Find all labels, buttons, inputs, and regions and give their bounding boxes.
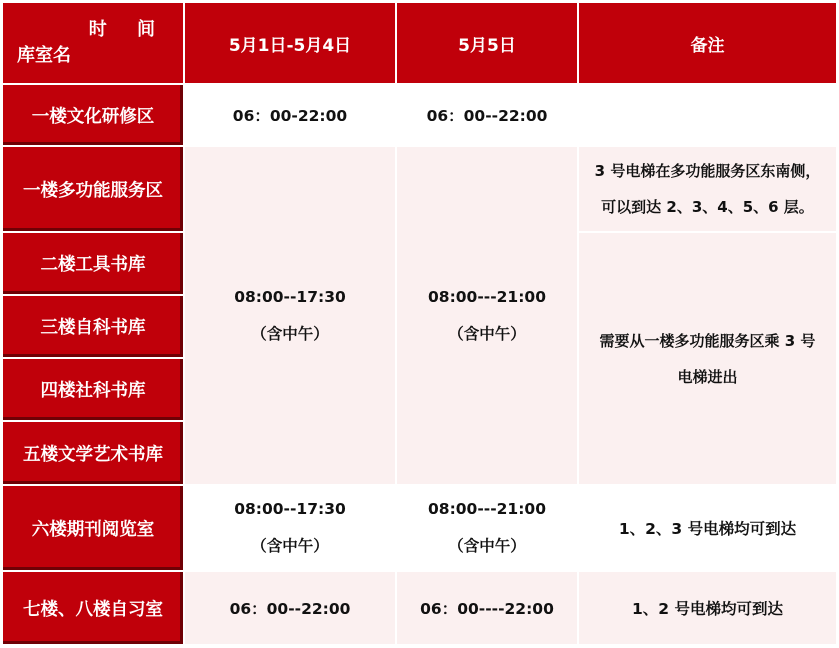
corner-header-cell xyxy=(2,2,184,84)
note-line: 需要从一楼多功能服务区乘 3 号 xyxy=(599,331,816,350)
room-name-cell: 二楼工具书库 xyxy=(2,232,184,295)
hours-sub: （含中午） xyxy=(251,537,329,555)
col-header-notes: 备注 xyxy=(578,2,837,84)
merged-hours-may5-cell xyxy=(396,146,578,485)
table-row xyxy=(2,571,837,645)
col-header-may5: 5月5日 xyxy=(396,2,578,84)
hours-may1-4-cell: 06：00-22:00 xyxy=(184,84,396,146)
merged-hours-may1-4: 08:00--17:30 xyxy=(234,287,346,306)
merged-hours-may1-4-cell xyxy=(184,146,396,485)
room-name-cell: 六楼期刊阅览室 xyxy=(2,485,184,571)
table-row xyxy=(2,84,837,146)
hours-value: 08:00---21:00 xyxy=(428,500,546,518)
note-cell-elevator3 xyxy=(578,146,837,232)
note-cell: 1、2、3 号电梯均可到达 xyxy=(578,485,837,571)
note-line: 可以到达 2、3、4、5、6 层。 xyxy=(601,198,814,216)
hours-may5-cell xyxy=(396,485,578,571)
room-name-cell: 五楼文学艺术书库 xyxy=(2,421,184,485)
merged-hours-may5-sub: （含中午） xyxy=(448,324,526,343)
corner-room-label: 库室名 xyxy=(17,45,71,66)
note-line: 电梯进出 xyxy=(677,367,738,386)
hours-may1-4-cell xyxy=(184,485,396,571)
header-row xyxy=(2,2,837,84)
merged-note-cell xyxy=(578,232,837,485)
room-name-cell: 一楼多功能服务区 xyxy=(2,146,184,232)
note-cell: 1、2 号电梯均可到达 xyxy=(578,571,837,645)
room-name-cell: 七楼、八楼自习室 xyxy=(2,571,184,645)
merged-hours-may5: 08:00---21:00 xyxy=(428,287,546,306)
room-name-cell: 一楼文化研修区 xyxy=(2,84,184,146)
note-cell xyxy=(578,84,837,146)
hours-may5-cell: 06：00----22:00 xyxy=(396,571,578,645)
table-row xyxy=(2,485,837,571)
col-header-may1-4: 5月1日-5月4日 xyxy=(184,2,396,84)
hours-may5-cell: 06：00--22:00 xyxy=(396,84,578,146)
schedule-table xyxy=(2,2,837,645)
merged-hours-may1-4-sub: （含中午） xyxy=(251,324,329,343)
hours-may1-4-cell: 06：00--22:00 xyxy=(184,571,396,645)
hours-sub: （含中午） xyxy=(448,537,526,555)
hours-value: 08:00--17:30 xyxy=(234,500,346,518)
room-name-cell: 三楼自科书库 xyxy=(2,295,184,358)
note-line: 3 号电梯在多功能服务区东南侧， xyxy=(594,162,821,180)
corner-time-label: 时 间 xyxy=(88,19,167,40)
table-row xyxy=(2,146,837,232)
room-name-cell: 四楼社科书库 xyxy=(2,358,184,421)
